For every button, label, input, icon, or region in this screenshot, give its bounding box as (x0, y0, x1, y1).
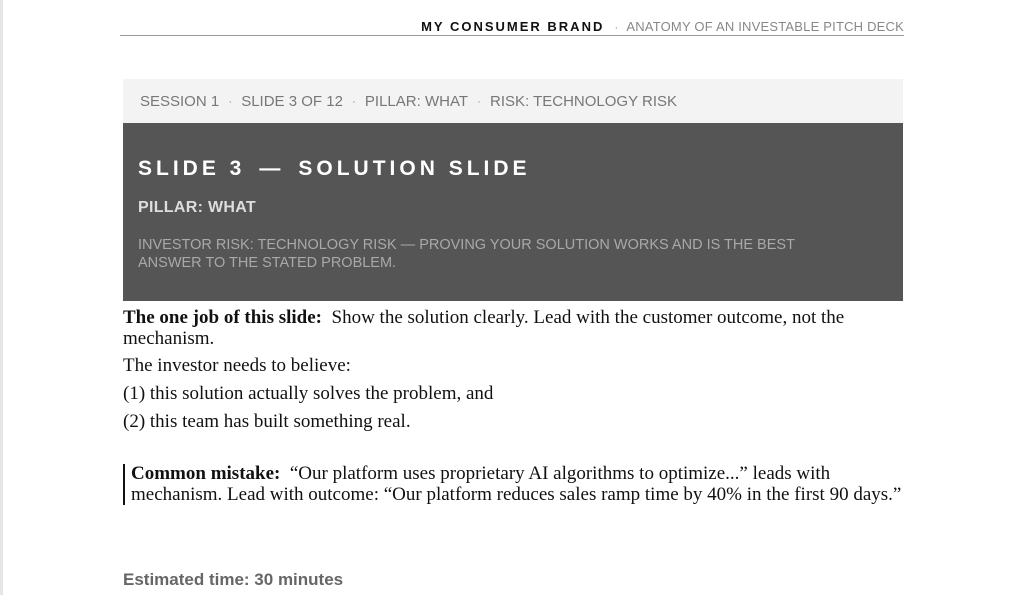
breadcrumb-risk: RISK: TECHNOLOGY RISK (490, 92, 677, 110)
slide-pillar: PILLAR: WHAT (138, 199, 256, 216)
brand-name: MY CONSUMER BRAND (421, 19, 605, 34)
top-header (120, 18, 904, 36)
title-dash: — (259, 157, 285, 180)
common-mistake-text: “Our platform uses proprietary AI algorithms to optimize...” leads with mechanism. Lead with outcome: “Our platform reduces sales ramp time by 40% in the first 90 days.” (131, 463, 902, 505)
breadcrumb-separator: · (477, 94, 481, 108)
slide-number: SLIDE 3 (138, 157, 246, 180)
estimated-time: Estimated time: 30 minutes (123, 570, 344, 589)
one-job-section (123, 307, 903, 349)
believe-section (123, 355, 903, 432)
breadcrumb-separator: · (351, 94, 356, 108)
header-separator: · (614, 19, 619, 34)
slide-title (138, 157, 888, 181)
breadcrumb-separator: · (228, 94, 233, 108)
believe-intro: The investor needs to believe: (123, 355, 351, 376)
believe-item: (2) this team has built something real. (123, 411, 411, 432)
common-mistake-label: Common mistake: (131, 463, 281, 484)
breadcrumb (123, 79, 903, 123)
slide-name: SOLUTION SLIDE (298, 157, 531, 180)
deck-title: ANATOMY OF AN INVESTABLE PITCH DECK (626, 19, 904, 34)
investor-risk: INVESTOR RISK: TECHNOLOGY RISK — PROVING YOUR SOLUTION WORKS AND IS THE BEST ANSWER TO THE STATED PROBLEM. (138, 237, 795, 271)
one-job-label: The one job of this slide: (123, 307, 322, 328)
breadcrumb-pillar: PILLAR: WHAT (364, 92, 468, 110)
believe-item: (1) this solution actually solves the problem, and (123, 383, 494, 404)
breadcrumb-slide: SLIDE 3 OF 12 (241, 92, 343, 110)
slide-hero-banner (123, 123, 903, 301)
breadcrumb-session: SESSION 1 (140, 92, 220, 110)
one-job-text: Show the solution clearly. Lead with the customer outcome, not the mechanism. (123, 307, 845, 349)
common-mistake-callout (123, 464, 903, 505)
left-edge-rule (0, 0, 3, 595)
slide-guidance (123, 307, 903, 439)
